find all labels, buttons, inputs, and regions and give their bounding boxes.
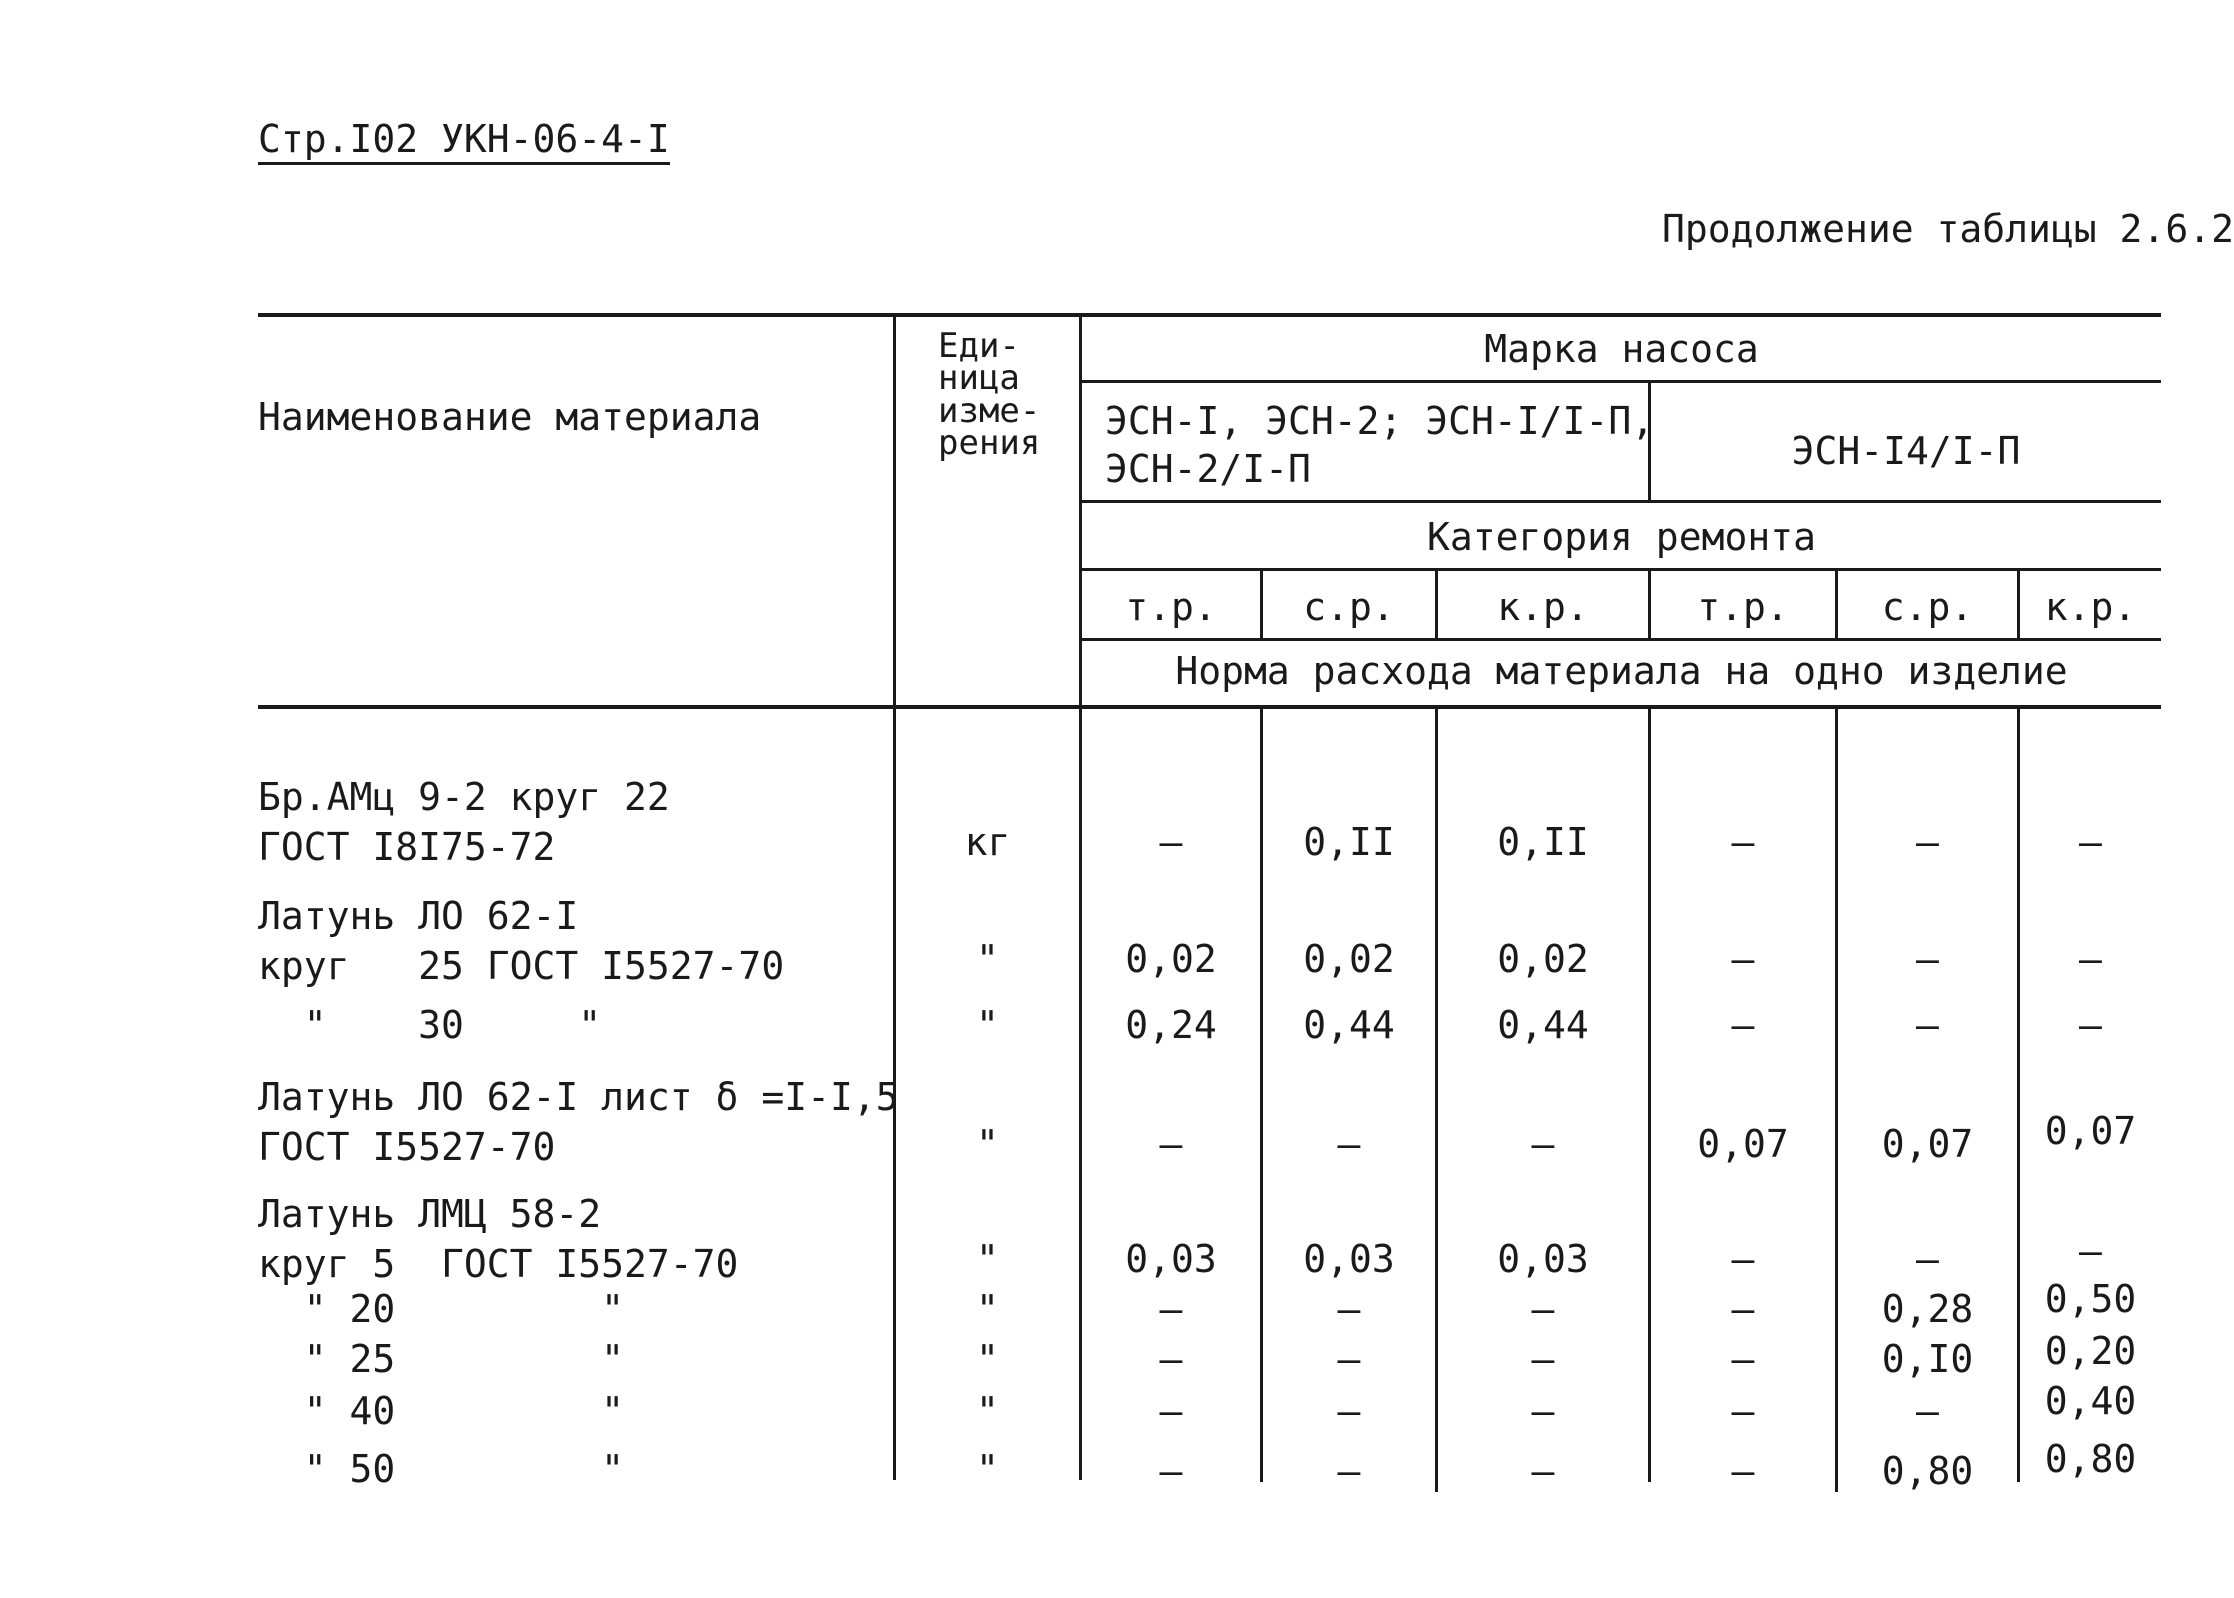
row-material-name: " 20 " [258, 1287, 625, 1331]
subcols-rule [1082, 638, 2161, 641]
row-value: – [1916, 1389, 1939, 1433]
header-unit [938, 326, 1041, 463]
row-value: 0,80 [2044, 1437, 2137, 1481]
row-value: – [1731, 1449, 1755, 1493]
header-norm: Норма расхода материала на одно изделие [1175, 649, 2068, 693]
row-material-name [258, 891, 784, 991]
group-rule [1082, 500, 2161, 503]
header-unit-line: рения [938, 422, 1041, 463]
row-value: – [1531, 1122, 1555, 1166]
row-value: – [1731, 1003, 1755, 1047]
row-material-line: ГОСТ I5527-70 [258, 1125, 556, 1170]
pump-brand-rule [1082, 380, 2161, 383]
row-unit: " [976, 1287, 999, 1331]
subcol-tr-2: т.р. [1697, 585, 1789, 629]
row-value: – [1159, 1287, 1183, 1331]
row-value: 0,40 [2044, 1379, 2137, 1423]
row-value: – [1916, 820, 1939, 864]
row-value: – [1731, 1337, 1755, 1381]
row-value: – [2079, 820, 2102, 864]
row-material-name: " 25 " [258, 1337, 625, 1381]
row-value: – [1337, 1449, 1361, 1493]
row-material-line: Латунь ЛМЦ 58-2 [258, 1192, 602, 1236]
table-continuation-title: Продолжение таблицы 2.6.2 [1662, 207, 2234, 251]
row-material-name: " 50 " [258, 1447, 625, 1491]
row-value: 0,03 [1303, 1237, 1395, 1281]
header-pump-brand: Марка насоса [1484, 327, 1759, 371]
row-value: – [1916, 1237, 1939, 1281]
row-value: 0,03 [1125, 1237, 1217, 1281]
row-value: – [2079, 937, 2102, 981]
row-value: – [1731, 1287, 1755, 1331]
row-material-name [258, 1072, 899, 1172]
row-value: 0,I0 [1881, 1337, 1974, 1381]
row-value: 0,03 [1497, 1237, 1589, 1281]
row-value: – [2079, 1229, 2102, 1273]
row-value: 0,07 [1697, 1122, 1789, 1166]
row-value: 0,07 [1881, 1122, 1974, 1166]
row-value: – [1731, 1389, 1755, 1433]
row-value: 0,II [1303, 820, 1395, 864]
row-value: – [1916, 937, 1939, 981]
row-material-line: круг 5 ГОСТ I5527-70 [258, 1242, 739, 1287]
header-unit-line: изме- [938, 390, 1041, 431]
row-material-name: " 40 " [258, 1389, 625, 1433]
row-unit: кг [964, 820, 1011, 864]
row-material-line: Латунь ЛО 62-I лист δ =I-I,5 [258, 1075, 899, 1119]
row-value: 0,II [1497, 820, 1589, 864]
subcol-sr-2: с.р. [1881, 585, 1974, 629]
row-value: 0,02 [1497, 937, 1589, 981]
header-group1-line: ЭСН-I, ЭСН-2; ЭСН-I/I-П, [1105, 399, 1655, 443]
row-value: 0,44 [1303, 1003, 1395, 1047]
row-value: – [1731, 1237, 1755, 1281]
row-value: 0,28 [1881, 1287, 1974, 1331]
row-unit: " [976, 1389, 999, 1433]
category-rule [1082, 568, 2161, 571]
row-value: – [2079, 1003, 2102, 1047]
header-bottom-rule [258, 705, 2161, 709]
row-value: 0,24 [1125, 1003, 1217, 1047]
row-material-line: ГОСТ I8I75-72 [258, 825, 556, 870]
row-material-line: Латунь ЛО 62-I [258, 894, 579, 938]
subcol-kr-2: к.р. [2044, 585, 2137, 629]
row-value: – [1337, 1337, 1361, 1381]
row-value: – [1337, 1122, 1361, 1166]
row-material-name [258, 1189, 738, 1289]
row-value: – [1337, 1389, 1361, 1433]
page-reference: Стр.I02 УКН-06-4-I [258, 120, 670, 165]
row-unit: " [976, 1337, 999, 1381]
row-value: – [1159, 820, 1183, 864]
row-value: – [1531, 1337, 1555, 1381]
header-repair-category: Категория ремонта [1427, 515, 1816, 559]
header-material-name: Наименование материала [258, 395, 762, 439]
header-group1 [1105, 398, 1654, 493]
row-unit: " [976, 1003, 999, 1047]
row-value: 0,02 [1125, 937, 1217, 981]
row-value: – [1531, 1389, 1555, 1433]
subcol-kr-1: к.р. [1497, 585, 1589, 629]
row-value: – [1159, 1337, 1183, 1381]
header-group2: ЭСН-I4/I-П [1791, 429, 2021, 473]
row-value: 0,44 [1497, 1003, 1589, 1047]
row-value: – [1159, 1449, 1183, 1493]
row-value: 0,50 [2044, 1277, 2137, 1321]
row-unit: " [976, 1237, 999, 1281]
row-value: – [1159, 1122, 1183, 1166]
row-unit: " [976, 1447, 999, 1491]
row-material-line: круг 25 ГОСТ I5527-70 [258, 944, 785, 989]
row-value: 0,07 [2044, 1109, 2137, 1153]
row-value: – [1159, 1389, 1183, 1433]
row-material-line: Бр.АМц 9-2 круг 22 [258, 775, 670, 819]
subcol-sr-1: с.р. [1303, 585, 1395, 629]
row-value: 0,80 [1881, 1449, 1974, 1493]
subcol-tr-1: т.р. [1125, 585, 1217, 629]
row-unit: " [976, 1122, 999, 1166]
row-value: – [1531, 1287, 1555, 1331]
row-value: – [1916, 1003, 1939, 1047]
row-material-name: " 30 " [258, 1003, 602, 1047]
row-value: 0,02 [1303, 937, 1395, 981]
header-group1-line: ЭСН-2/I-П [1105, 446, 1311, 491]
row-value: – [1531, 1449, 1555, 1493]
row-value: – [1731, 820, 1755, 864]
row-material-name [258, 772, 670, 872]
row-value: – [1337, 1287, 1361, 1331]
row-unit: " [976, 937, 999, 981]
row-value: 0,20 [2044, 1329, 2137, 1373]
header-unit-line: ница [938, 358, 1020, 399]
row-value: – [1731, 937, 1755, 981]
header-unit-line: Еди- [938, 326, 1020, 366]
table-top-rule [258, 313, 2161, 317]
